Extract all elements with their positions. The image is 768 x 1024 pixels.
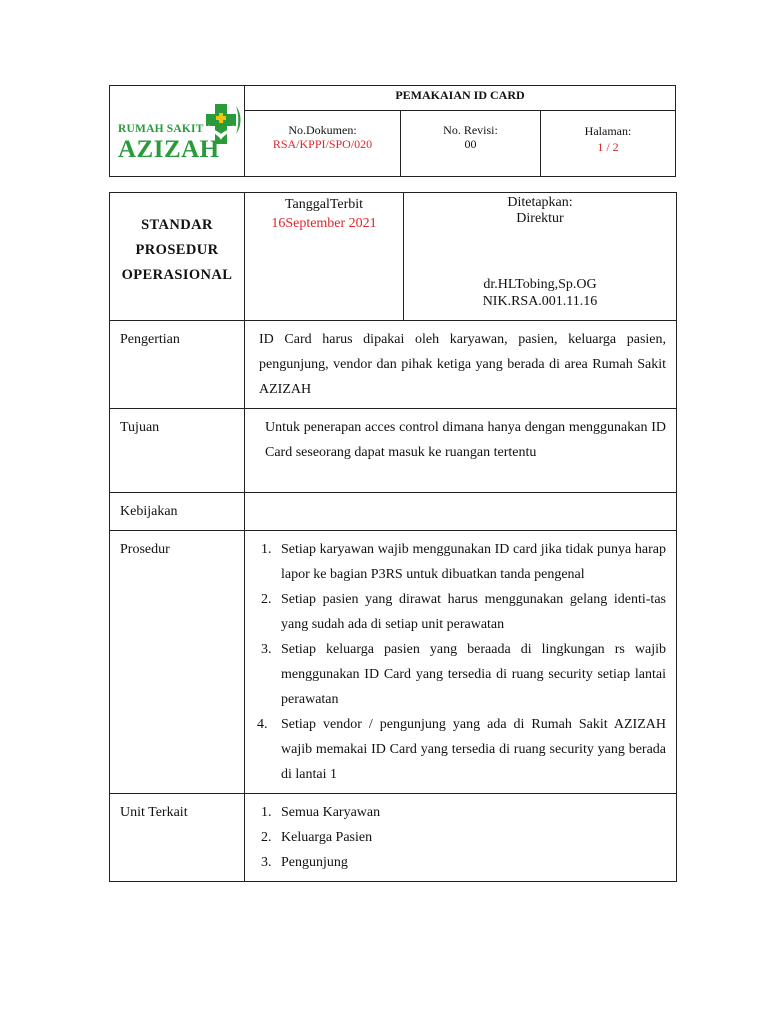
list-item — [255, 712, 666, 787]
list-item-text: Setiap pasien yang dirawat harus menggunakan gelang identi-tas yang sudah ada di setiap unit perawatan — [281, 592, 666, 632]
halaman-label: Halaman: — [584, 123, 632, 138]
tujuan-label: Tujuan — [110, 409, 245, 493]
no-dokumen-cell — [245, 110, 401, 176]
no-revisi-cell — [401, 110, 541, 176]
prosedur-list — [255, 537, 666, 787]
halaman-value: 1 / 2 — [597, 139, 619, 154]
hospital-logo — [118, 100, 244, 163]
logo-text-rumah-sakit: RUMAH SAKIT — [118, 123, 204, 135]
pengertian-text: ID Card harus dipakai oleh karyawan, pasien, keluarga pasien, pengunjung, vendor dan pihak ketiga yang berada di area Rumah Sakit AZIZAH — [245, 321, 677, 409]
sop-label-line1: STANDAR — [141, 217, 213, 233]
list-item-text: Pengunjung — [281, 855, 348, 870]
sop-content-table — [109, 192, 677, 882]
document-title: PEMAKAIAN ID CARD — [245, 86, 676, 111]
kebijakan-label: Kebijakan — [110, 493, 245, 531]
no-revisi-label: No. Revisi: — [443, 122, 498, 137]
list-number: 2. — [261, 830, 272, 845]
ditetapkan-cell — [404, 193, 677, 321]
unit-terkait-list-cell — [245, 794, 677, 882]
unit-terkait-list — [255, 800, 666, 875]
ditetapkan-label: Ditetapkan: — [507, 195, 573, 210]
tanggal-terbit-cell — [245, 193, 404, 321]
sop-label-line3: OPERASIONAL — [121, 267, 233, 283]
list-number: 3. — [261, 642, 272, 657]
ditetapkan-role: Direktur — [516, 211, 564, 226]
no-dokumen-value: RSA/KPPI/SPO/020 — [272, 136, 373, 151]
list-item-text: Setiap karyawan wajib menggunakan ID card jika tidak punya harap lapor ke bagian P3RS untuk dibuatkan tanda pengenal — [281, 542, 666, 582]
list-item-text: Setiap keluarga pasien yang beraada di lingkungan rs wajib menggunakan ID Card yang tersedia di ruang security setiap lantai perawatan — [281, 642, 666, 707]
tanggal-terbit-label: TanggalTerbit — [284, 197, 364, 212]
no-dokumen-label: No.Dokumen: — [288, 122, 357, 137]
unit-terkait-label: Unit Terkait — [110, 794, 245, 882]
list-item — [255, 850, 666, 875]
list-number: 3. — [261, 855, 272, 870]
list-item-text: Semua Karyawan — [281, 805, 381, 820]
document-header-table — [109, 85, 676, 177]
kebijakan-text — [245, 493, 677, 531]
list-item — [255, 587, 666, 637]
list-item — [255, 537, 666, 587]
list-number: 1. — [261, 805, 272, 820]
tanggal-terbit-value: 16September 2021 — [271, 216, 377, 231]
pengertian-label: Pengertian — [110, 321, 245, 409]
list-item — [255, 800, 666, 825]
prosedur-label: Prosedur — [110, 531, 245, 794]
list-item — [255, 637, 666, 712]
logo-cell — [110, 86, 245, 177]
list-number: 4. — [257, 717, 268, 732]
prosedur-list-cell — [245, 531, 677, 794]
list-item-text: Setiap vendor / pengunjung yang ada di Rumah Sakit AZIZAH wajib memakai ID Card yang tersedia di ruang security yang berada di lantai 1 — [281, 717, 666, 782]
list-number: 2. — [261, 592, 272, 607]
list-item — [255, 825, 666, 850]
tujuan-text: Untuk penerapan acces control dimana hanya dengan menggunakan ID Card seseorang dapat masuk ke ruangan tertentu — [245, 409, 677, 493]
sop-label-line2: PROSEDUR — [135, 242, 219, 258]
signer-name: dr.HLTobing,Sp.OG — [483, 277, 597, 292]
list-item-text: Keluarga Pasien — [281, 830, 373, 845]
list-number: 1. — [261, 542, 272, 557]
logo-text-azizah: AZIZAH — [118, 136, 220, 163]
sop-label-cell — [110, 193, 245, 321]
halaman-cell — [541, 110, 676, 176]
signer-nik: NIK.RSA.001.11.16 — [482, 294, 598, 309]
no-revisi-value: 00 — [464, 136, 477, 151]
